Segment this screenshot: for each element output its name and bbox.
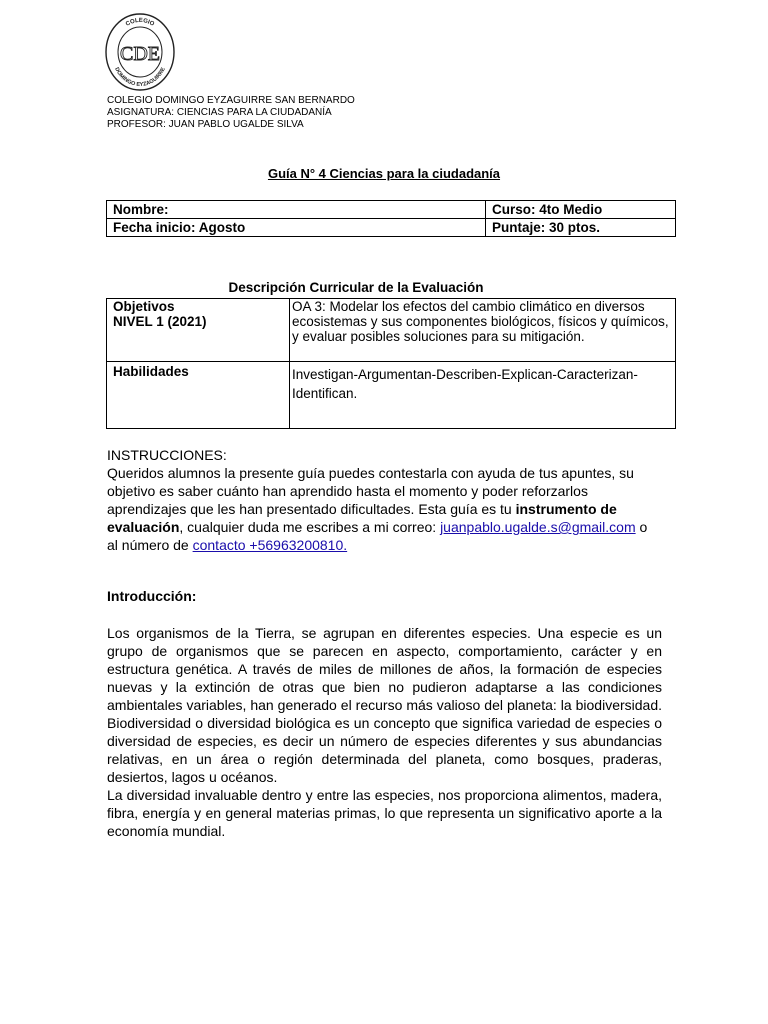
instructions-body — [107, 464, 662, 554]
intro-paragraph-2: La diversidad invaluable dentro y entre las especies, nos proporciona alimentos, madera, fibra, energía y en general materias primas, lo que representa un significativo aporte a la economía mundial. — [107, 787, 662, 839]
name-cell: Nombre: — [107, 201, 486, 219]
header-subject: ASIGNATURA: CIENCIAS PARA LA CIUDADANÍA — [107, 107, 332, 118]
guide-title: Guía N° 4 Ciencias para la ciudadanía — [267, 166, 501, 181]
header-teacher: PROFESOR: JUAN PABLO UGALDE SILVA — [107, 119, 304, 130]
objectives-label-cell — [107, 299, 290, 362]
logo-top-text: COLEGIO — [124, 17, 155, 28]
email-link[interactable]: juanpablo.ugalde.s@gmail.com — [440, 519, 636, 535]
logo-letters: CDE — [120, 43, 160, 65]
instructions-text-3: o al número de — [107, 519, 648, 553]
instructions-text-1: Queridos alumnos la presente guía puedes contestarla con ayuda de tus apuntes, su objetivo es saber cuánto han aprendido hasta el momento y poder reforzarlos aprendizajes que les han presentado dificultades. Esta guía es tu — [107, 465, 634, 517]
instructions-text-2: , cualquier duda me escribes a mi correo: — [179, 519, 441, 535]
header-school-name: COLEGIO DOMINGO EYZAGUIRRE SAN BERNARDO — [107, 95, 355, 106]
intro-paragraph-1: Los organismos de la Tierra, se agrupan en diferentes especies. Una especie es un grupo de organismos que se parecen en aspecto, comportamiento, carácter y en estructura genética. A través de miles de millones de años, la formación de especies nuevas y la extinción de otras que bien no pudieron adaptarse a las condiciones ambientales variables, han generado el recurso más valioso del planeta: la biodiversidad. Biodiversidad o diversidad biológica es un concepto que significa variedad de especies o diversidad de especies, es decir un número de especies diferentes y sus abundancias relativas, en un área o región determinada del planeta, como bosques, praderas, desiertos, lagos u océanos. — [107, 625, 662, 785]
skills-text: Investigan-Argumentan-Describen-Explican-Caracterizan-Identifican. — [290, 362, 676, 429]
intro-heading: Introducción: — [107, 588, 197, 604]
start-date-cell: Fecha inicio: Agosto — [107, 219, 486, 237]
course-cell: Curso: 4to Medio — [486, 201, 676, 219]
intro-body — [107, 624, 662, 840]
instructions-section — [107, 446, 662, 554]
objectives-text: OA 3: Modelar los efectos del cambio climático en diversos ecosistemas y sus componentes biológicos, físicos y químicos, y evaluar posibles soluciones para su mitigación. — [290, 299, 676, 362]
skills-label: Habilidades — [107, 362, 290, 429]
contact-link[interactable]: contacto +56963200810. — [192, 537, 348, 553]
instructions-heading: INSTRUCCIONES: — [107, 447, 227, 463]
instructions-bold: instrumento de evaluación — [107, 501, 617, 535]
level-label: NIVEL 1 (2021) — [113, 314, 207, 329]
school-logo — [104, 12, 176, 92]
student-info-table — [106, 200, 676, 237]
curriculum-title: Descripción Curricular de la Evaluación — [228, 280, 484, 295]
school-header — [107, 95, 355, 131]
objectives-label: Objetivos — [113, 299, 175, 314]
logo-bottom-text: DOMINGO EYZAGUIRRE — [113, 66, 167, 89]
curriculum-table — [106, 298, 676, 429]
score-cell: Puntaje: 30 ptos. — [486, 219, 676, 237]
svg-text:COLEGIO — [125, 18, 155, 28]
